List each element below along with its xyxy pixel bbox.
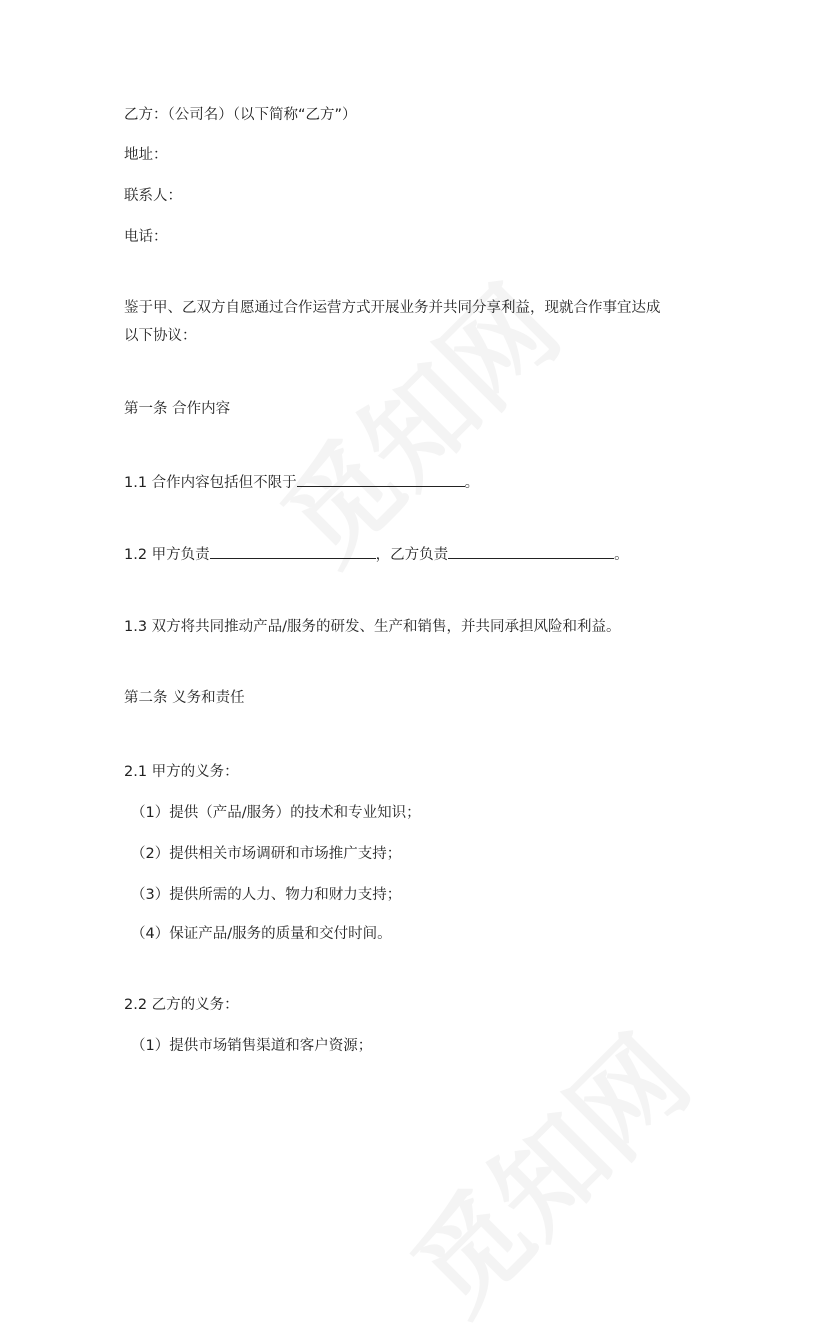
clause-2-2-title: 2.2 乙方的义务： (124, 997, 239, 1013)
clause-text: 1.1 合作内容包括但不限于 (124, 475, 297, 491)
clause-1-1 (124, 471, 479, 493)
clause-text: 。 (464, 475, 480, 491)
clause-text: ，乙方负责 (375, 547, 449, 563)
clause-text: 。 (614, 547, 629, 563)
clause-1-3: 1.3 双方将共同推动产品/服务的研发、生产和销售，并共同承担风险和利益。 (124, 619, 621, 635)
watermark (372, 996, 717, 1341)
party-b-address: 地址： (124, 147, 168, 163)
list-item: （1）提供（产品/服务）的技术和专业知识； (131, 805, 421, 821)
preamble-line: 以下协议： (124, 328, 197, 344)
list-item: （1）提供市场销售渠道和客户资源； (131, 1038, 373, 1054)
party-b-phone: 电话： (124, 229, 168, 245)
preamble-line: 鉴于甲、乙双方自愿通过合作运营方式开展业务并共同分享利益，现就合作事宜达成 (124, 300, 661, 316)
clause-text: 1.2 甲方负责 (124, 547, 210, 563)
fill-blank[interactable] (210, 543, 376, 559)
clause-1-2 (124, 543, 629, 565)
fill-blank[interactable] (297, 471, 465, 487)
article2-title: 第二条 义务和责任 (124, 690, 245, 706)
party-b-contact: 联系人： (124, 188, 182, 204)
party-b-heading: 乙方：（公司名）（以下简称“乙方”） (124, 107, 357, 123)
list-item: （4）保证产品/服务的质量和交付时间。 (131, 926, 392, 942)
clause-2-1-title: 2.1 甲方的义务： (124, 764, 239, 780)
list-item: （2）提供相关市场调研和市场推广支持； (131, 846, 402, 862)
article1-title: 第一条 合作内容 (124, 401, 231, 417)
fill-blank[interactable] (448, 543, 614, 559)
list-item: （3）提供所需的人力、物力和财力支持； (131, 887, 402, 903)
